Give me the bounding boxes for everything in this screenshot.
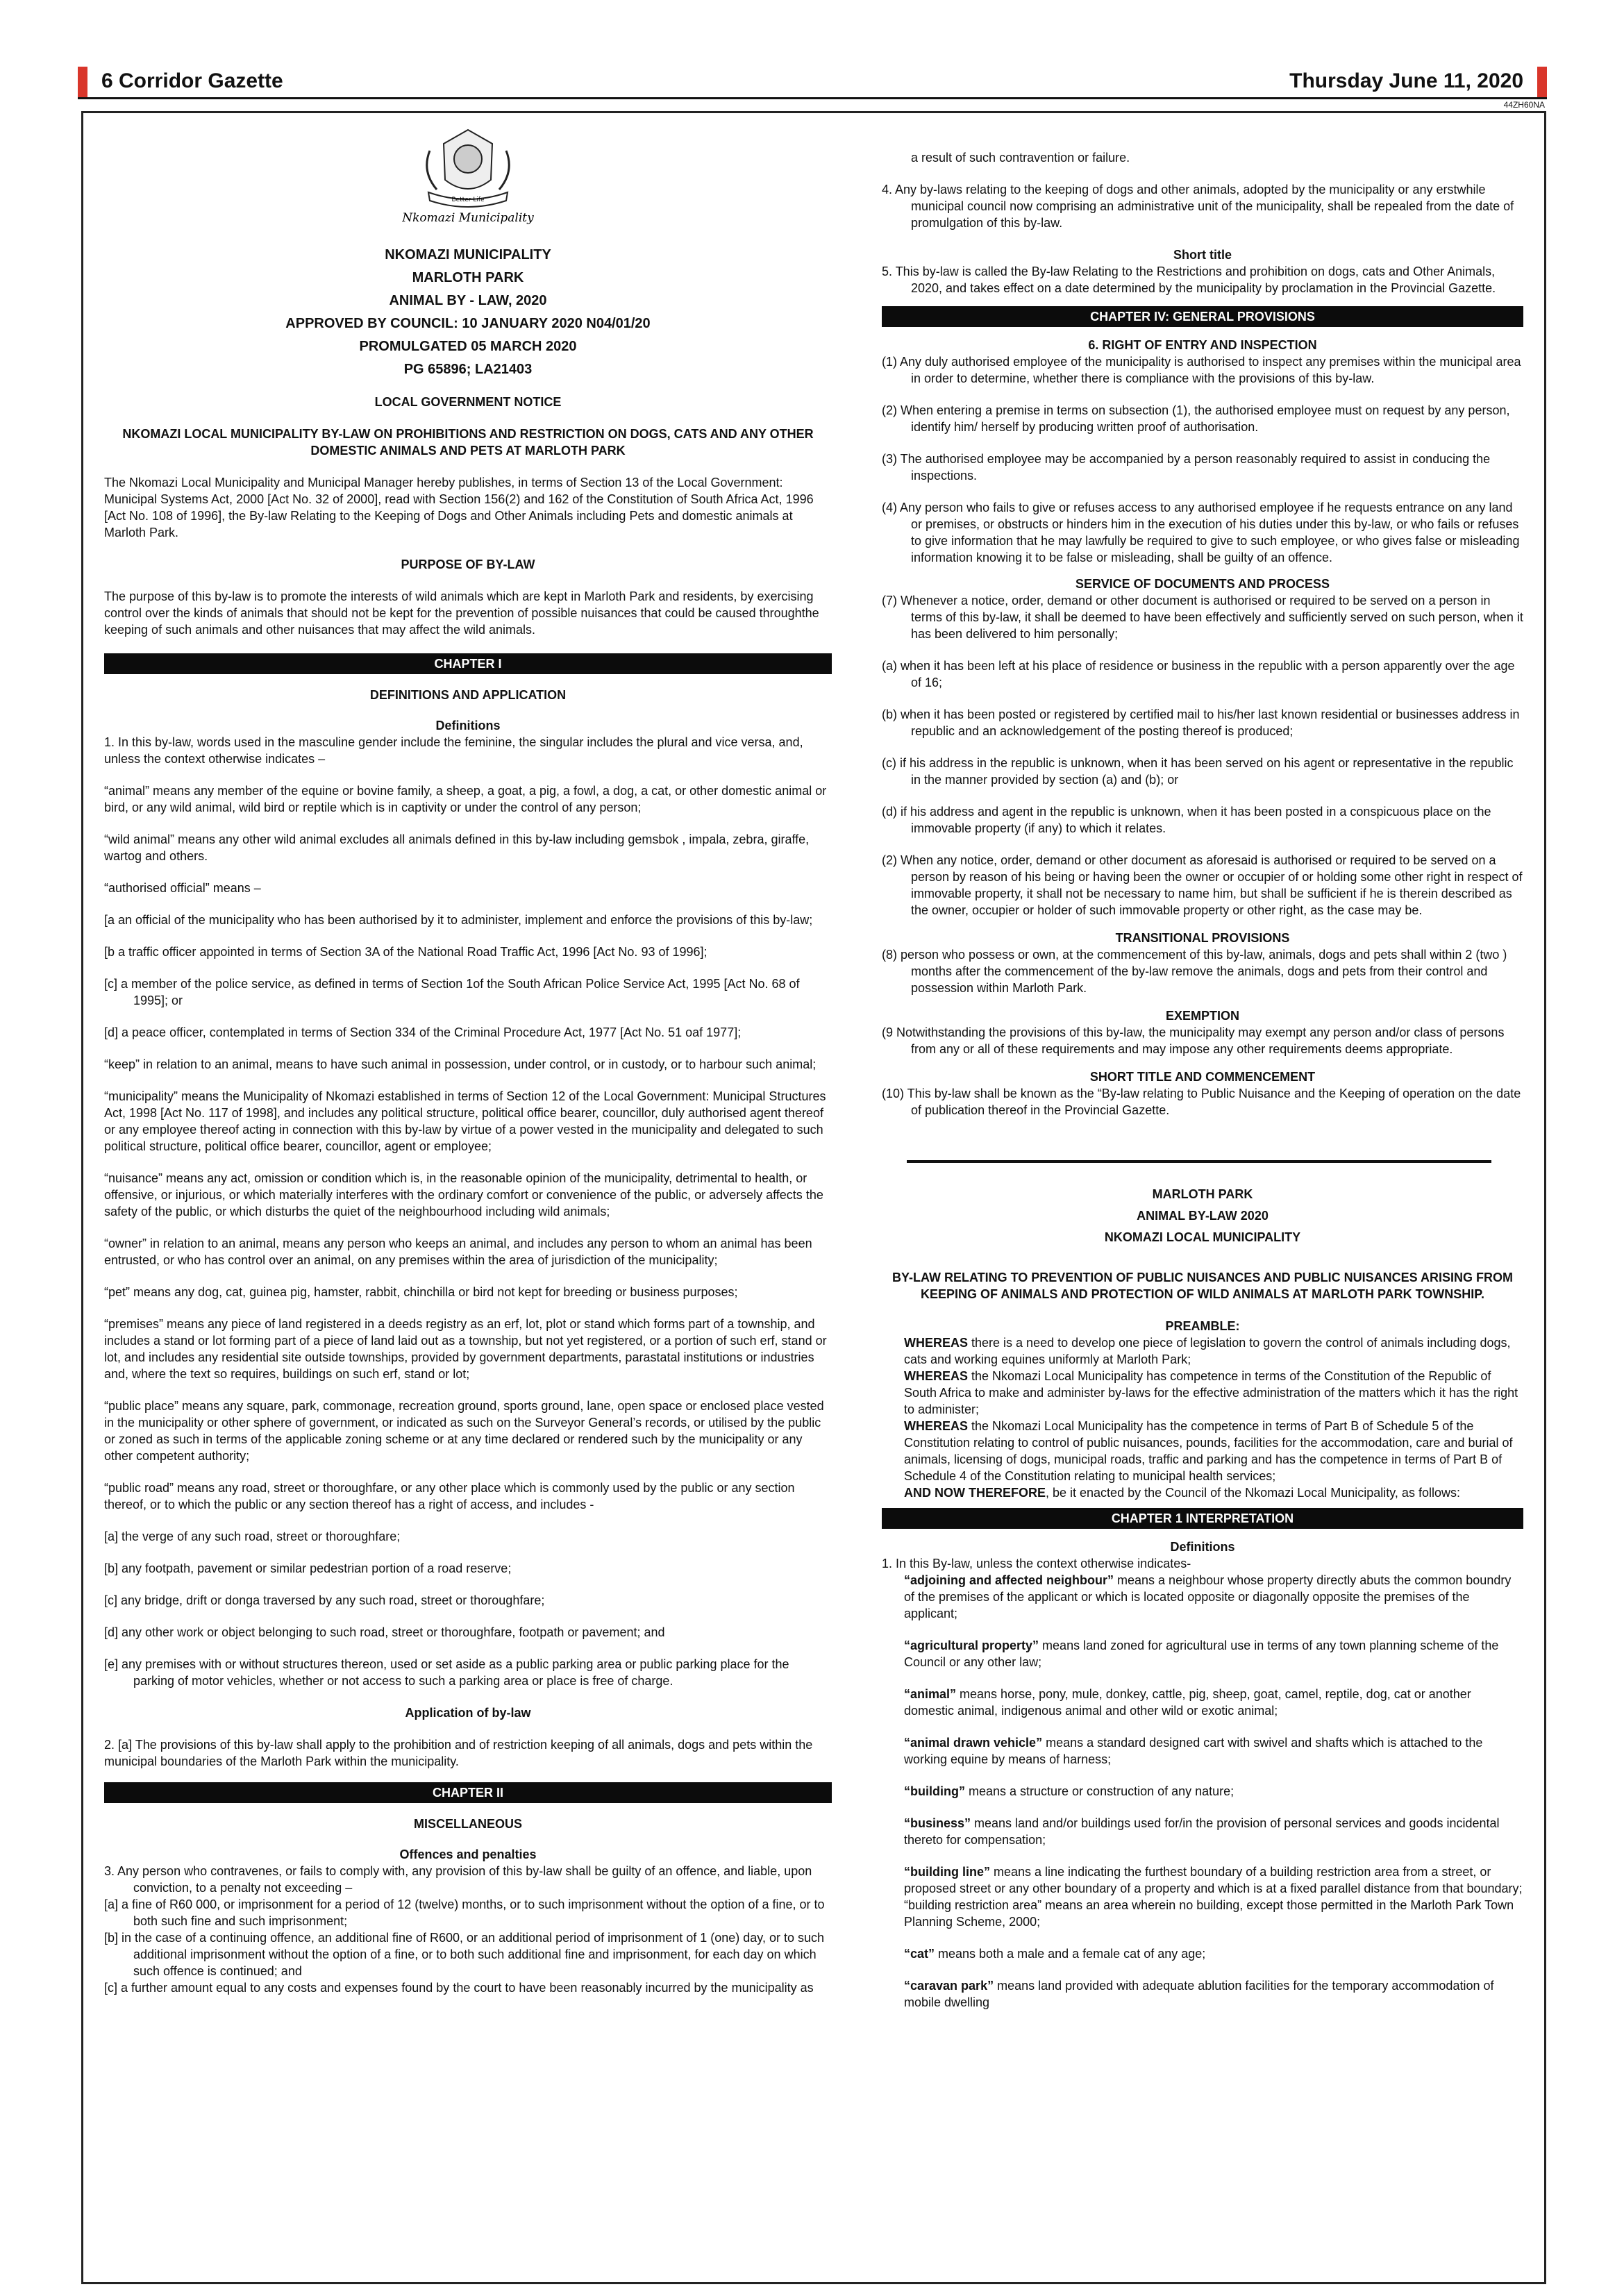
preamble-item: AND NOW THEREFORE, be it enacted by the Council of the Nkomazi Local Municipality, as follows: <box>904 1486 1460 1500</box>
purpose-paragraph: The purpose of this by-law is to promote the interests of wild animals which are kept in Marloth Park and residents, by exercising control over the kinds of animals that should not be kept for the prevention of possible nuisances that could be caused throughthe keeping of such animals and other nuisances that may affect the wild animals. <box>104 589 819 637</box>
paragraph: (1) Any duly authorised employee of the municipality is authorised to inspect any premises within the municipal area in order to determine, whether there is compliance with the provisions of this by-law. <box>882 355 1521 385</box>
bylaw-title: BY-LAW RELATING TO PREVENTION OF PUBLIC NUISANCES AND PUBLIC NUISANCES ARISING FROM KEEPING OF ANIMALS AND PROTECTION OF WILD ANIMALS AT MARLOTH PARK TOWNSHIP. <box>891 1271 1514 1301</box>
paragraph: (3) The authorised employee may be accompanied by a person reasonably required to assist in conducing the inspections. <box>882 452 1491 483</box>
list-item: (c) if his address in the republic is unknown, when it has been served on his agent or representative in the republic in the manner provided by section (a) and (b); or <box>882 756 1514 787</box>
definition: “municipality” means the Municipality of Nkomazi established in terms of Section 12 of the Local Government: Municipal Structures Act, 1998 [Act No. 117 of 1998], and includes any political structure, political office bearer, councillor, duly authorised agent thereof or any employee thereof acting in connection with this by-law by virtue of a power vested in the municipality and delegated to such political structure, political office bearer, councillor, agent or employee; <box>104 1089 826 1153</box>
title-line: NKOMAZI LOCAL MUNICIPALITY <box>1104 1230 1301 1244</box>
chapter-bar: CHAPTER IV: GENERAL PROVISIONS <box>882 306 1523 327</box>
notice-reference: 44ZH60NA <box>1503 100 1545 110</box>
preamble-item: WHEREAS the Nkomazi Local Municipality has competence in terms of the Constitution of the Republic of South Africa to make and administer by-laws for the effective administration of the matters which it has the right to administer; <box>904 1369 1518 1416</box>
definition: “building restriction area” means an area wherein no building, except those permitted in the Marloth Park Town Planning Scheme, 2000; <box>904 1898 1514 1929</box>
right-column <box>882 113 1523 2011</box>
title-line: PG 65896; LA21403 <box>403 362 533 377</box>
list-item: [b a traffic officer appointed in terms of Section 3A of the National Road Traffic Act, 1996 [Act No. 93 of 1996]; <box>104 945 708 959</box>
paragraph: 5. This by-law is called the By-law Relating to the Restrictions and prohibition on dogs, cats and Other Animals, 2020, and takes effect on a date determined by the municipality by proclamation in the Provincial Gazette. <box>882 265 1496 295</box>
list-item: [a an official of the municipality who has been authorised by it to administer, implement and enforce the provisions of this by-law; <box>104 913 813 927</box>
list-item: [d] a peace officer, contemplated in terms of Section 334 of the Criminal Procedure Act, 1977 [Act No. 51 oaf 1977]; <box>104 1025 742 1039</box>
publication-date: Thursday June 11, 2020 <box>1289 69 1523 92</box>
definition: “nuisance” means any act, omission or condition which is, in the reasonable opinion of the municipality, detrimental to health, or offensive, or injurious, or which materially interferes with the ordinary comfort or convenience of the public, or adversely affects the safety of the public, or which disturbs the quiet of the neighbourhood including wild animals; <box>104 1171 823 1218</box>
paragraph: (8) person who possess or own, at the commencement of this by-law, animals, dogs and pets shall within 2 (two ) months after the commencement of the by-law remove the animals, dogs and pets from their control and possession within Marloth Park. <box>882 948 1507 995</box>
left-column <box>104 113 832 1996</box>
paragraph: 3. Any person who contravenes, or fails to comply with, any provision of this by-law shall be guilty of an offence, and liable, upon conviction, to a penalty not exceeding – <box>104 1864 812 1895</box>
definition: “agricultural property” means land zoned for agricultural use in terms of any town planning scheme of the Council or any other law; <box>904 1639 1499 1669</box>
title-line: NKOMAZI MUNICIPALITY <box>385 247 551 262</box>
header-accent-left <box>78 67 87 97</box>
definition: “building line” means a line indicating the furthest boundary of a building restriction area from a street, or proposed street or any other boundary of a property and which is at a fixed parallel distance from that boundary; <box>904 1865 1523 1895</box>
preamble-item: WHEREAS the Nkomazi Local Municipality has the competence in terms of Part B of Schedule 5 of the Constitution relating to control of public nuisances, pounds, facilities for the accommodation, care and burial of animals, licensing of dogs, municipal roads, traffic and parking and has the competence in terms of Part B of Schedule 4 of the Constitution relating to municipal health services; <box>904 1419 1513 1483</box>
subsection-heading: PREAMBLE: <box>1165 1319 1240 1333</box>
subsection-heading: SHORT TITLE AND COMMENCEMENT <box>1089 1070 1316 1084</box>
definition: “premises” means any piece of land registered in a deeds registry as an erf, lot, plot or stand which forms part of a township, and includes a stand or lot forming part of a piece of land laid out as a township, but not yet registered, or a portion of such erf, stand or lot, and includes any residential site outside townships, provided by government departments, parastatal institutions or industries and, where the text so requires, buildings on such erf, stand or lot; <box>104 1317 827 1381</box>
preamble-item: WHEREAS there is a need to develop one piece of legislation to govern the control of animals including dogs, cats and working equines uniformly at Marloth Park; <box>904 1336 1511 1366</box>
list-item: [b] in the case of a continuing offence, an additional fine of R600, or an additional period of imprisonment of 1 (one) day, or to such additional imprisonment without the option of a fine, or to both such additional fine and imprisonment, for each day on which such offence is continued; and <box>104 1931 824 1978</box>
section-heading: PURPOSE OF BY-LAW <box>401 558 535 571</box>
intro-paragraph: The Nkomazi Local Municipality and Municipal Manager hereby publishes, in terms of Section 13 of the Local Government: Municipal Systems Act, 2000 [Act No. 32 of 2000], read with Section 156(2) and 162 of the Constitution of South Africa Act, 1996 [Act No. 108 of 1996], the By-law Relating to the Keeping of Dogs and Other Animals including Pets and domestic animals at Marloth Park. <box>104 476 814 539</box>
svg-text:Better Life: Better Life <box>451 196 485 203</box>
header-rule <box>78 97 1547 99</box>
publication-name: 6 Corridor Gazette <box>101 69 283 92</box>
definition: “animal” means horse, pony, mule, donkey, cattle, pig, sheep, goat, camel, reptile, dog, cat or another domestic animal, indigenous animal and other wild or exotic animal; <box>904 1687 1471 1718</box>
definition: “cat” means both a male and a female cat of any age; <box>904 1947 1206 1961</box>
notice-heading: LOCAL GOVERNMENT NOTICE <box>374 395 562 409</box>
subsection-heading: Application of by-law <box>405 1706 531 1720</box>
section-heading: DEFINITIONS AND APPLICATION <box>369 688 567 702</box>
paragraph: a result of such contravention or failure. <box>911 151 1130 165</box>
paragraph: 4. Any by-laws relating to the keeping of dogs and other animals, adopted by the municipality or any erstwhile municipal council now comprising an administrative unit of the municipality, shall be repealed from the date of promulgation of this by-law. <box>882 183 1514 230</box>
subsection-heading: SERVICE OF DOCUMENTS AND PROCESS <box>1075 577 1330 591</box>
svg-text:Nkomazi Municipality: Nkomazi Municipality <box>402 211 534 225</box>
definition: “building” means a structure or construction of any nature; <box>904 1784 1234 1798</box>
notice-frame <box>81 111 1546 2284</box>
header-accent-right <box>1537 67 1547 97</box>
title-line: MARLOTH PARK <box>1152 1187 1253 1201</box>
subsection-heading: TRANSITIONAL PROVISIONS <box>1115 931 1290 945</box>
paragraph: (4) Any person who fails to give or refuses access to any authorised employee if he requests entrance on any land or premises, or obstructs or hinders him in the execution of his duties under this by-law, or who fails or refuses to give information that he may lawfully be required to give to such employee, or who gives false or misleading information knowing it to be false or misleading, shall be guilty of an offence. <box>882 501 1520 564</box>
subsection-heading: Definitions <box>1170 1540 1235 1554</box>
definition: “public place” means any square, park, commonage, recreation ground, sports ground, lane, open space or enclosed place vested in the municipality or other sphere of government, or indicated as such on the Surveyor General’s records, or utilised by the public or zoned as such in terms of the applicable zoning scheme or at any time declared or rendered such by the municipality or any other competent authority; <box>104 1399 824 1463</box>
municipality-crest-logo <box>402 123 534 227</box>
chapter-bar: CHAPTER 1 INTERPRETATION <box>882 1508 1523 1529</box>
subsection-heading: EXEMPTION <box>1165 1009 1239 1023</box>
definition: “owner” in relation to an animal, means any person who keeps an animal, and includes any person to whom an animal has been entrusted, or who has control over an animal, on any premises within the area of jurisdiction of the municipality; <box>104 1237 812 1267</box>
title-line: ANIMAL BY - LAW, 2020 <box>389 293 547 308</box>
list-item: [a] a fine of R60 000, or imprisonment for a period of 12 (twelve) months, or to such imprisonment without the option of a fine, or to both such fine and such imprisonment; <box>104 1897 825 1928</box>
definition: “animal drawn vehicle” means a standard designed cart with swivel and shafts which is attached to the working equine by means of harness; <box>904 1736 1483 1766</box>
title-line: APPROVED BY COUNCIL: 10 JANUARY 2020 N04/01/20 <box>285 316 651 331</box>
paragraph: (7) Whenever a notice, order, demand or other document is authorised or required to be served on a person in terms of this by-law, it shall be deemed to have been effectively and sufficiently served on such person, when it has been delivered to him personally; <box>882 594 1523 641</box>
definition: “keep” in relation to an animal, means to have such animal in possession, under control, or in custody, or to harbour such animal; <box>104 1057 817 1071</box>
definition: “wild animal” means any other wild animal excludes all animals defined in this by-law including gemsbok , impala, zebra, giraffe, wartog and others. <box>104 832 810 863</box>
paragraph: (9 Notwithstanding the provisions of this by-law, the municipality may exempt any person and/or class of persons from any or all of these requirements and may impose any other requirements deems appropriate. <box>882 1025 1505 1056</box>
chapter-bar: CHAPTER II <box>104 1782 832 1803</box>
subsection-heading: 6. RIGHT OF ENTRY AND INSPECTION <box>1088 338 1317 352</box>
paragraph: (10) This by-law shall be known as the “By-law relating to Public Nuisance and the Keeping of operation on the date of publication thereof in the Provincial Gazette. <box>882 1087 1521 1117</box>
list-item: [c] a further amount equal to any costs and expenses found by the court to have been reasonably incurred by the municipality as <box>104 1981 814 1995</box>
list-item: [b] any footpath, pavement or similar pedestrian portion of a road reserve; <box>104 1561 512 1575</box>
subsection-heading: Offences and penalties <box>399 1847 537 1861</box>
list-item: [a] the verge of any such road, street or thoroughfare; <box>104 1530 401 1543</box>
definition: “pet” means any dog, cat, guinea pig, hamster, rabbit, chinchilla or bird not kept for breeding or business purposes; <box>104 1285 738 1299</box>
section-heading: MISCELLANEOUS <box>413 1817 522 1831</box>
title-line: MARLOTH PARK <box>412 270 524 285</box>
list-item: [d] any other work or object belonging to such road, street or thoroughfare, footpath or pavement; and <box>104 1625 665 1639</box>
title-line: PROMULGATED 05 MARCH 2020 <box>359 339 577 354</box>
paragraph: (2) When entering a premise in terms on subsection (1), the authorised employee must on request by any person, identify him/ herself by producing written proof of authorisation. <box>882 403 1510 434</box>
list-item: [c] any bridge, drift or donga traversed by any such road, street or thoroughfare; <box>104 1593 545 1607</box>
chapter-bar: CHAPTER I <box>104 653 832 674</box>
subsection-heading: Definitions <box>435 719 501 732</box>
list-item: (d) if his address and agent in the republic is unknown, when it has been posted in a conspicuous place on the immovable property (if any) to which it relates. <box>882 805 1491 835</box>
page-header <box>78 67 1547 97</box>
paragraph: 2. [a] The provisions of this by-law shall apply to the prohibition and of restriction keeping of all animals, dogs and pets within the municipal boundaries of the Marloth Park within the municipality. <box>104 1738 813 1768</box>
definition: “authorised official” means – <box>104 881 261 895</box>
paragraph: (2) When any notice, order, demand or other document as aforesaid is authorised or required to be served on a person by reason of his being or having been the owner or occupier of or holding some other right in respect of immovable property, it shall not be necessary to name him, but shall be sufficient if he is therein described as the owner, occupier or holder of such immovable property or other right, as the case may be. <box>882 853 1523 917</box>
paragraph: 1. In this By-law, unless the context otherwise indicates- <box>882 1557 1191 1570</box>
bylaw-title: NKOMAZI LOCAL MUNICIPALITY BY-LAW ON PROHIBITIONS AND RESTRICTION ON DOGS, CATS AND ANY OTHER DOMESTIC ANIMALS AND PETS AT MARLOTH PARK <box>122 427 814 458</box>
list-item: [c] a member of the police service, as defined in terms of Section 1of the South African Police Service Act, 1995 [Act No. 68 of 1995]; or <box>104 977 800 1007</box>
list-item: [e] any premises with or without structures thereon, used or set aside as a public parking area or public parking place for the parking of motor vehicles, whether or not access to such a parking area or place is free of charge. <box>104 1657 789 1688</box>
subsection-heading: Short title <box>1173 248 1232 262</box>
definition: “caravan park” means land provided with adequate ablution facilities for the temporary accommodation of mobile dwelling <box>904 1979 1494 2009</box>
list-item: (a) when it has been left at his place of residence or business in the republic with a person apparently over the age of 16; <box>882 659 1515 689</box>
list-item: (b) when it has been posted or registered by certified mail to his/her last known residential or businesses address in republic and an acknowledgement of the posting thereof is produced; <box>882 707 1520 738</box>
title-line: ANIMAL BY-LAW 2020 <box>1137 1209 1269 1223</box>
definition: “animal” means any member of the equine or bovine family, a sheep, a goat, a pig, a fowl, a dog, a cat, or other domestic animal or bird, or any wild animal, wild bird or reptile which is in captivity or under the control of any person; <box>104 784 827 814</box>
definition: “business” means land and/or buildings used for/in the provision of personal services and goods incidental thereto for compensation; <box>904 1816 1500 1847</box>
definition: “public road” means any road, street or thoroughfare, or any other place which is commonly used by the public or any section thereof, or to which the public or any section thereof has a right of access, and includes - <box>104 1481 795 1511</box>
paragraph: 1. In this by-law, words used in the masculine gender include the feminine, the singular includes the plural and vice versa, and, unless the context otherwise indicates – <box>104 735 803 766</box>
definition: “adjoining and affected neighbour” means a neighbour whose property directly abuts the common boundry of the premises of the applicant or which is located opposite or diagonally opposite the premises of the applicant; <box>904 1573 1512 1620</box>
